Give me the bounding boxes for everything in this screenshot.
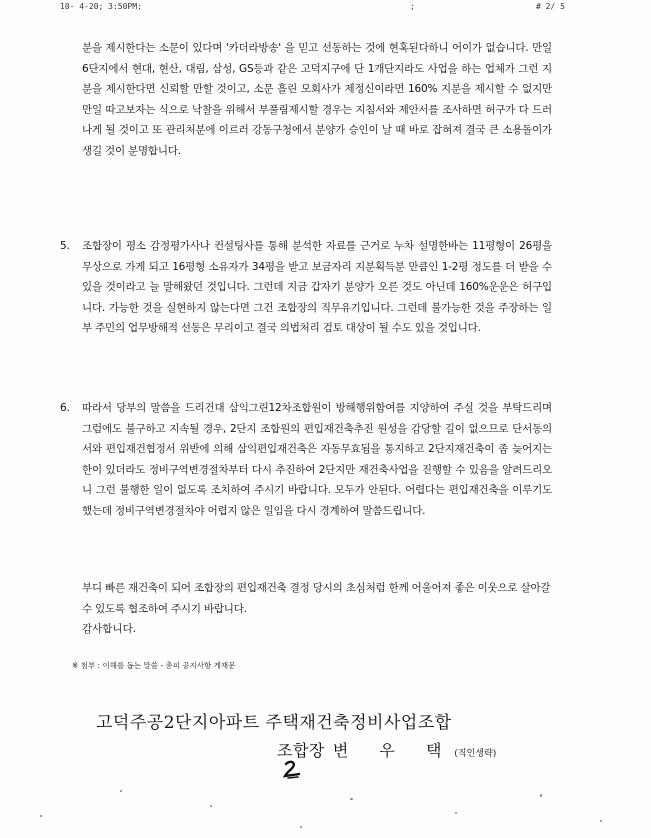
scan-speck bbox=[455, 812, 457, 814]
scan-speck bbox=[210, 805, 212, 807]
scan-speck bbox=[40, 815, 42, 817]
paragraph-text: 따라서 당부의 말씀을 드리건대 삼익그린12차조합원이 방해행위함여를 지양하여 주실 것을 부탁드리며 그럼에도 불구하고 지속될 경우, 2단지 조합원의 편입재건축추진 원성을 감당할 길이 없으므로 단서동의서와 편입재건협정서 위반에 의해 삼익편입재건축은 자동무효됨을 통지하고 2단지재건축이 좀 늦어지는 한이 있더라도 정비구역변경절차부터 다시 추진하여 2단지만 재건축사업을 진행할 수 있음을 알려드리오니 그런 불행한 일이 없도록 조치하여 주시기 바랍니다. 모두가 안된다. 어렵다는 편입재건축을 이루기도 했는데 정비구역변경절차야 어렵지 않은 일임을 다시 경계하여 말씀드립니다. bbox=[82, 402, 552, 517]
paragraph-text: 조합장이 평소 감정평가사나 컨설팅사를 통해 분석한 자료를 근거로 누차 설명한바는 11평형이 26평을 무상으로 가게 되고 16평형 소유자가 34평을 받고 보금자리 지분획득분 만큼인 1-2평 정도를 더 받을 수 있을 것이라고 늘 말해왔던 것입니다. 그런데 지금 갑자기 분양가 오른 것도 아닌데 160%운운은 허구입니다. 가능한 것을 실현하지 않는다면 그건 조합장의 직무유기입니다. 그런데 불가능한 것을 주장하는 일부 주민의 업무방해적 선동은 무리이고 결국 의법처리 검토 대상이 될 수도 있을 것입니다. bbox=[82, 240, 552, 334]
paragraph-6 bbox=[60, 398, 552, 521]
fax-page-number: # 2/ 5 bbox=[536, 2, 565, 11]
signer-name: 변 우 택 bbox=[332, 741, 455, 760]
paragraph-5 bbox=[60, 236, 552, 339]
paragraph-number: 5. bbox=[60, 240, 70, 252]
scan-speck bbox=[350, 798, 353, 800]
seal-omitted-note: (직인생략) bbox=[454, 749, 497, 759]
signer-title: 조합장 bbox=[277, 741, 325, 760]
scan-speck bbox=[120, 790, 122, 792]
closing-paragraph: 부디 빠른 재건축이 되어 조합장의 편입재건축 결정 당시의 초심처럼 한께 어울어져 좋은 이웃으로 살아갈 수 있도록 협조하여 주시기 바랍니다. bbox=[82, 582, 551, 615]
scan-speck bbox=[540, 794, 542, 797]
handwritten-signature-icon bbox=[280, 758, 304, 782]
fax-timestamp: 10- 4-20; 3:50PM; bbox=[60, 2, 142, 11]
thanks-line: 감사합니다. bbox=[82, 623, 137, 635]
organization-name: 고덕주공2단지아파트 주택재건축정비사업조합 bbox=[96, 713, 452, 733]
paragraph-continued: 분을 제시한다는 소문이 있다며 '카더라방송' 을 믿고 선동하는 것에 현혹된다하니 어이가 없습니다. 만일 6단지에서 현대, 현산, 대림, 삼성, GS등과 같은 고덕지구에 단 1개단지라도 사업을 하는 업체가 그런 지분을 제시한다면 신뢰할 만할 것이고, 소문 흘린 모회사가 제정신이라면 160% 지분을 제시할 수 없지만 만일 따고보자는 식으로 낙찰을 위해서 부풀림제시할 경우는 지침서와 제안서를 조사하면 허구가 다 드러나게 될 것이고 또 관리처분에 이르러 강동구청에서 분양가 승인이 날 때 바로 잡혀져 결국 큰 소용돌이가 생길 것이 분명합니다. bbox=[82, 42, 552, 157]
attachment-note: ※ 첨부 : 이해를 돕는 말씀 - 총피 공지사항 게재문 bbox=[72, 661, 236, 670]
signature-line bbox=[277, 738, 496, 761]
paragraph-number: 6. bbox=[60, 402, 70, 414]
scan-speck bbox=[300, 826, 302, 828]
fax-separator: ; bbox=[410, 2, 415, 11]
scan-speck bbox=[600, 820, 602, 822]
fax-header bbox=[0, 2, 651, 14]
